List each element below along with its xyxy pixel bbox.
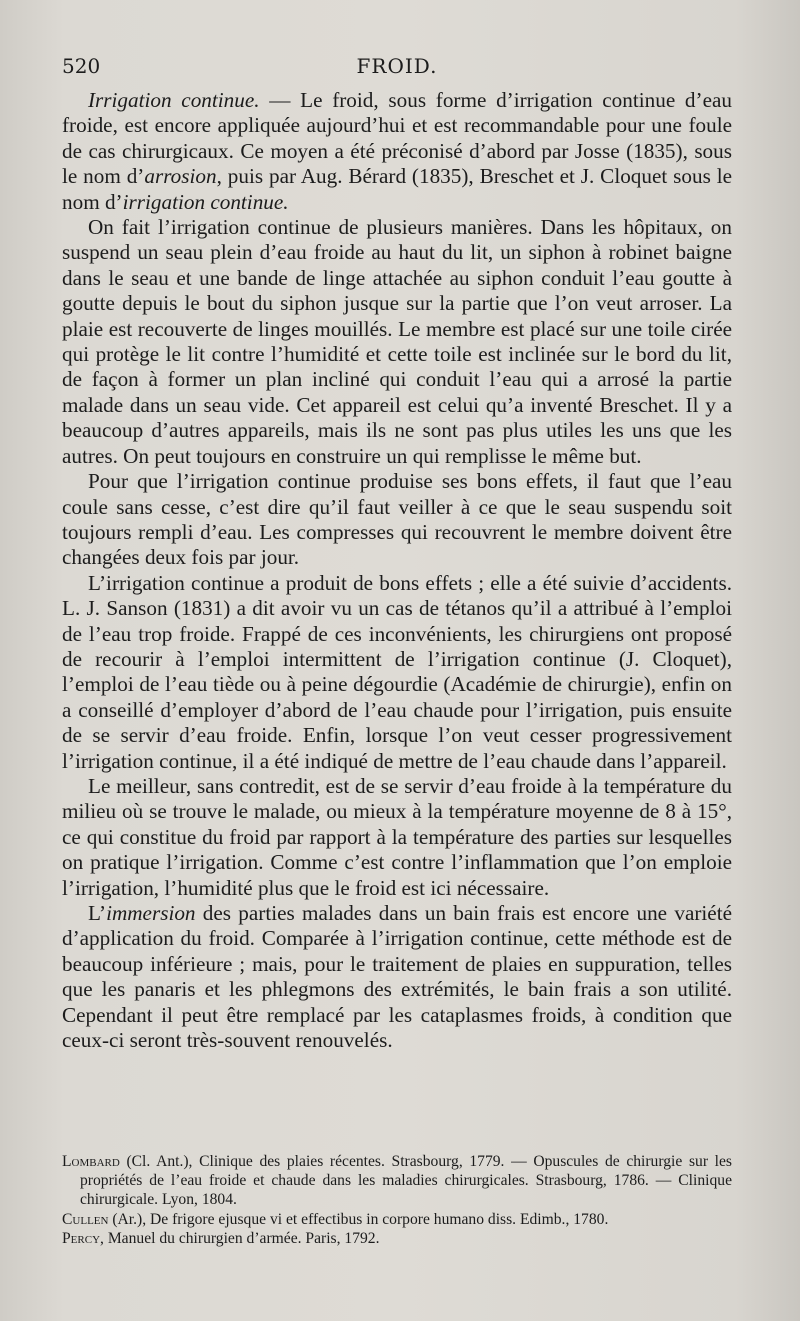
author-name: Percy: [62, 1229, 101, 1247]
paragraph-text: , puis par Aug. Bérard (1835), Breschet et J. Cloquet sous le nom d’: [62, 164, 733, 214]
author-name: Lombard: [62, 1153, 120, 1170]
reference-cullen: [62, 1210, 732, 1229]
paragraph-accidents: L’irrigation continue a produit de bons effets ; elle a été suivie d’accidents. L. J. Sanson (1831) a dit avoir vu un cas de tétanos qu’il a attribué à l’emploi de l’eau trop froide. Frappé de ces inconvénients, les chirurgiens ont proposé de recourir à l’emploi intermittent de l’irrigation continue (J. Cloquet), l’emploi de l’eau tiède ou à peine dégourdie (Académie de chirurgie), enfin on a conseillé d’employer d’abord de l’eau chaude pour l’irrigation, puis ensuite de se servir d’eau froide. Enfin, lorsque l’on veut cesser progressivement l’irrigation continue, il a été indiqué de mettre de l’eau chaude dans l’appareil.: [62, 570, 732, 773]
section-lead: Irrigation continue.: [88, 88, 260, 112]
paragraph-temperature: Le meilleur, sans contredit, est de se servir d’eau froide à la température du milieu où se trouve le malade, ou mieux à la température moyenne de 8 à 15°, ce qui constitue du froid par rapport à la température des parties sur lesquelles on pratique l’irrigation. Comme c’est contre l’inflammation que l’on emploie l’irrigation, l’humidité plus que le froid est ici nécessaire.: [62, 773, 732, 900]
page-header: [62, 50, 732, 80]
italic-term: arrosion: [144, 164, 217, 189]
reference-text: (Ar.), De frigore ejusque vi et effectibus in corpore humano diss. Edimb., 1780.: [108, 1210, 609, 1228]
paragraph-text: L’: [88, 901, 107, 925]
italic-term: immersion: [106, 901, 196, 925]
paragraph-immersion: [62, 901, 732, 1053]
author-name: Cullen: [62, 1210, 109, 1228]
reference-percy: [62, 1229, 732, 1248]
paragraph-irrigation: [62, 88, 732, 215]
page-number: 520: [62, 54, 101, 78]
reference-text: (Cl. Ant.), Clinique des plaies récentes. Strasbourg, 1779. — Opuscules de chirurgie sur les propriétés de l’eau froide et chaude dans les maladies chirurgicales. Strasbourg, 1786. — Clinique chirurgicale. Lyon, 1804.: [80, 1153, 732, 1209]
paragraph-text: — Le froid, sous forme d’irrigation continue d’eau froide, est encore appliquée aujourd’hui et est recommandable pour une foule de cas chirurgicaux. Ce moyen a été préconisé d’abord par Josse (1835), sous le nom d’: [62, 88, 732, 189]
body-text: [62, 88, 732, 1053]
paragraph-text: des parties malades dans un bain frais est encore une variété d’application du froid. Comparée à l’irrigation continue, cette méthode est de beaucoup inférieure ; mais, pour le traitement de plaies en suppuration, telles que les panaris et les phlegmons des extrémités, le bain frais a son utilité. Cependant il peut être remplacé par les cataplasmes froids, à condition que ceux-ci seront très-souvent renouvelés.: [62, 901, 732, 1053]
italic-term: irrigation continue.: [122, 189, 289, 214]
paragraph-conditions: Pour que l’irrigation continue produise ses bons effets, il faut que l’eau coule sans cesse, c’est dire qu’il faut veiller à ce que le seau suspendu soit toujours rempli d’eau. Les compresses qui recouvrent le membre doivent être changées deux fois par jour.: [62, 469, 732, 570]
paragraph-methods: On fait l’irrigation continue de plusieurs manières. Dans les hôpitaux, on suspend un seau plein d’eau froide au haut du lit, un siphon à robinet baigne dans le seau et une bande de linge attachée au siphon conduit l’eau goutte à goutte depuis le bout du siphon jusque sur la partie que l’on veut arroser. La plaie est recouverte de linges mouillés. Le membre est placé sur une toile cirée qui protège le lit contre l’humidité et cette toile est inclinée sur le bord du lit, de façon à former un plan incliné qui conduit l’eau qui a arrosé la partie malade dans un seau vide. Cet appareil est celui qu’a inventé Breschet. Il y a beaucoup d’autres appareils, mais ils ne sont pas plus utiles les uns que les autres. On peut toujours en construire un qui remplisse le même but.: [62, 215, 732, 468]
bibliography: [62, 1152, 732, 1248]
reference-lombard: [62, 1152, 732, 1210]
reference-text: , Manuel du chirurgien d’armée. Paris, 1792.: [100, 1229, 380, 1247]
running-head: FROID.: [356, 54, 438, 78]
